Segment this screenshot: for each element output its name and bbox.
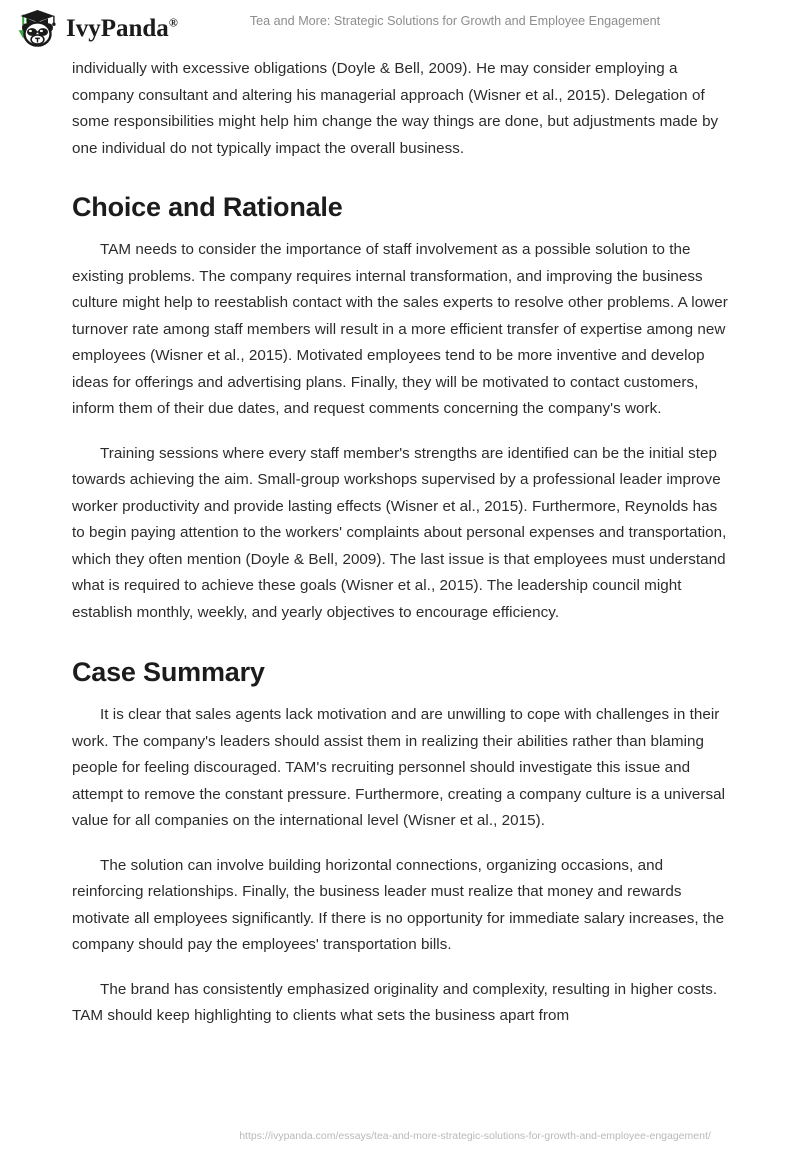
source-url-link[interactable]: https://ivypanda.com/essays/tea-and-more-strategic-solutions-for-growth-and-employee-engagement/ — [239, 1130, 711, 1142]
paragraph-horizontal-connections: The solution can involve building horizontal connections, organizing occasions, and reinforcing relationships. Finally, the business leader must realize that money and rewards motivate all employees significantly. If there is no opportunity for immediate salary increases, the company should pay the employees' transportation bills. — [72, 856, 725, 953]
page-footer — [0, 1126, 800, 1144]
document-content — [72, 56, 728, 1030]
document-body — [0, 56, 800, 1030]
brand-name-text: IvyPanda — [66, 14, 169, 42]
section-case-summary — [72, 656, 728, 1030]
paragraph-continuation: individually with excessive obligations (Doyle & Bell, 2009). He may consider employing a company consultant and altering his managerial approach (Wisner et al., 2015). Delegation of some responsibilities might help him change the way things are done, but adjustments made by one individual do not typically impact the overall business. — [72, 60, 719, 157]
paragraph-training-sessions: Training sessions where every staff member's strengths are identified can be the initial step towards achieving the aim. Small-group workshops supervised by a professional leader improve worker productivity and provide lasting effects (Wisner et al., 2015). Furthermore, Reynolds has to begin paying attention to the workers' complaints about personal expenses and transportation, which they often mention (Doyle & Bell, 2009). The last issue is that employees must understand what is required to achieve these goals (Wisner et al., 2015). The leadership council might establish monthly, weekly, and yearly objectives to encourage efficiency. — [72, 444, 727, 621]
registered-mark: ® — [168, 15, 178, 30]
section-heading-case-summary: Case Summary — [72, 657, 265, 687]
document-header-title: Tea and More: Strategic Solutions for Growth and Employee Engagement — [249, 14, 661, 28]
paragraph-brand-originality: The brand has consistently emphasized originality and complexity, resulting in higher costs. TAM should keep highlighting to clients what sets the business apart from — [72, 980, 718, 1024]
section-heading-choice-and-rationale: Choice and Rationale — [72, 192, 343, 222]
paragraph-staff-involvement: TAM needs to consider the importance of staff involvement as a possible solution to the existing problems. The company requires internal transformation, and improving the business culture might help to reestablish contact with the sales experts to resolve other problems. A lower turnover rate among staff members will result in a more efficient transfer of expertise among new employees (Wisner et al., 2015). Motivated employees tend to be more inventive and develop ideas for offerings and advertising plans. Finally, they will be motivated to contact customers, inform them of their due dates, and request comments concerning the company's work. — [72, 241, 728, 417]
page-header — [0, 0, 800, 56]
paragraph-sales-agents-motivation: It is clear that sales agents lack motivation and are unwilling to cope with challenges in their work. The company's leaders should assist them in realizing their abilities rather than blaming people for feeling discouraged. TAM's recruiting personnel should investigate this issue and attempt to remove the constant pressure. Furthermore, creating a company culture is a universal value for all companies on the international level (Wisner et al., 2015). — [72, 706, 726, 829]
section-choice-and-rationale — [72, 191, 728, 626]
